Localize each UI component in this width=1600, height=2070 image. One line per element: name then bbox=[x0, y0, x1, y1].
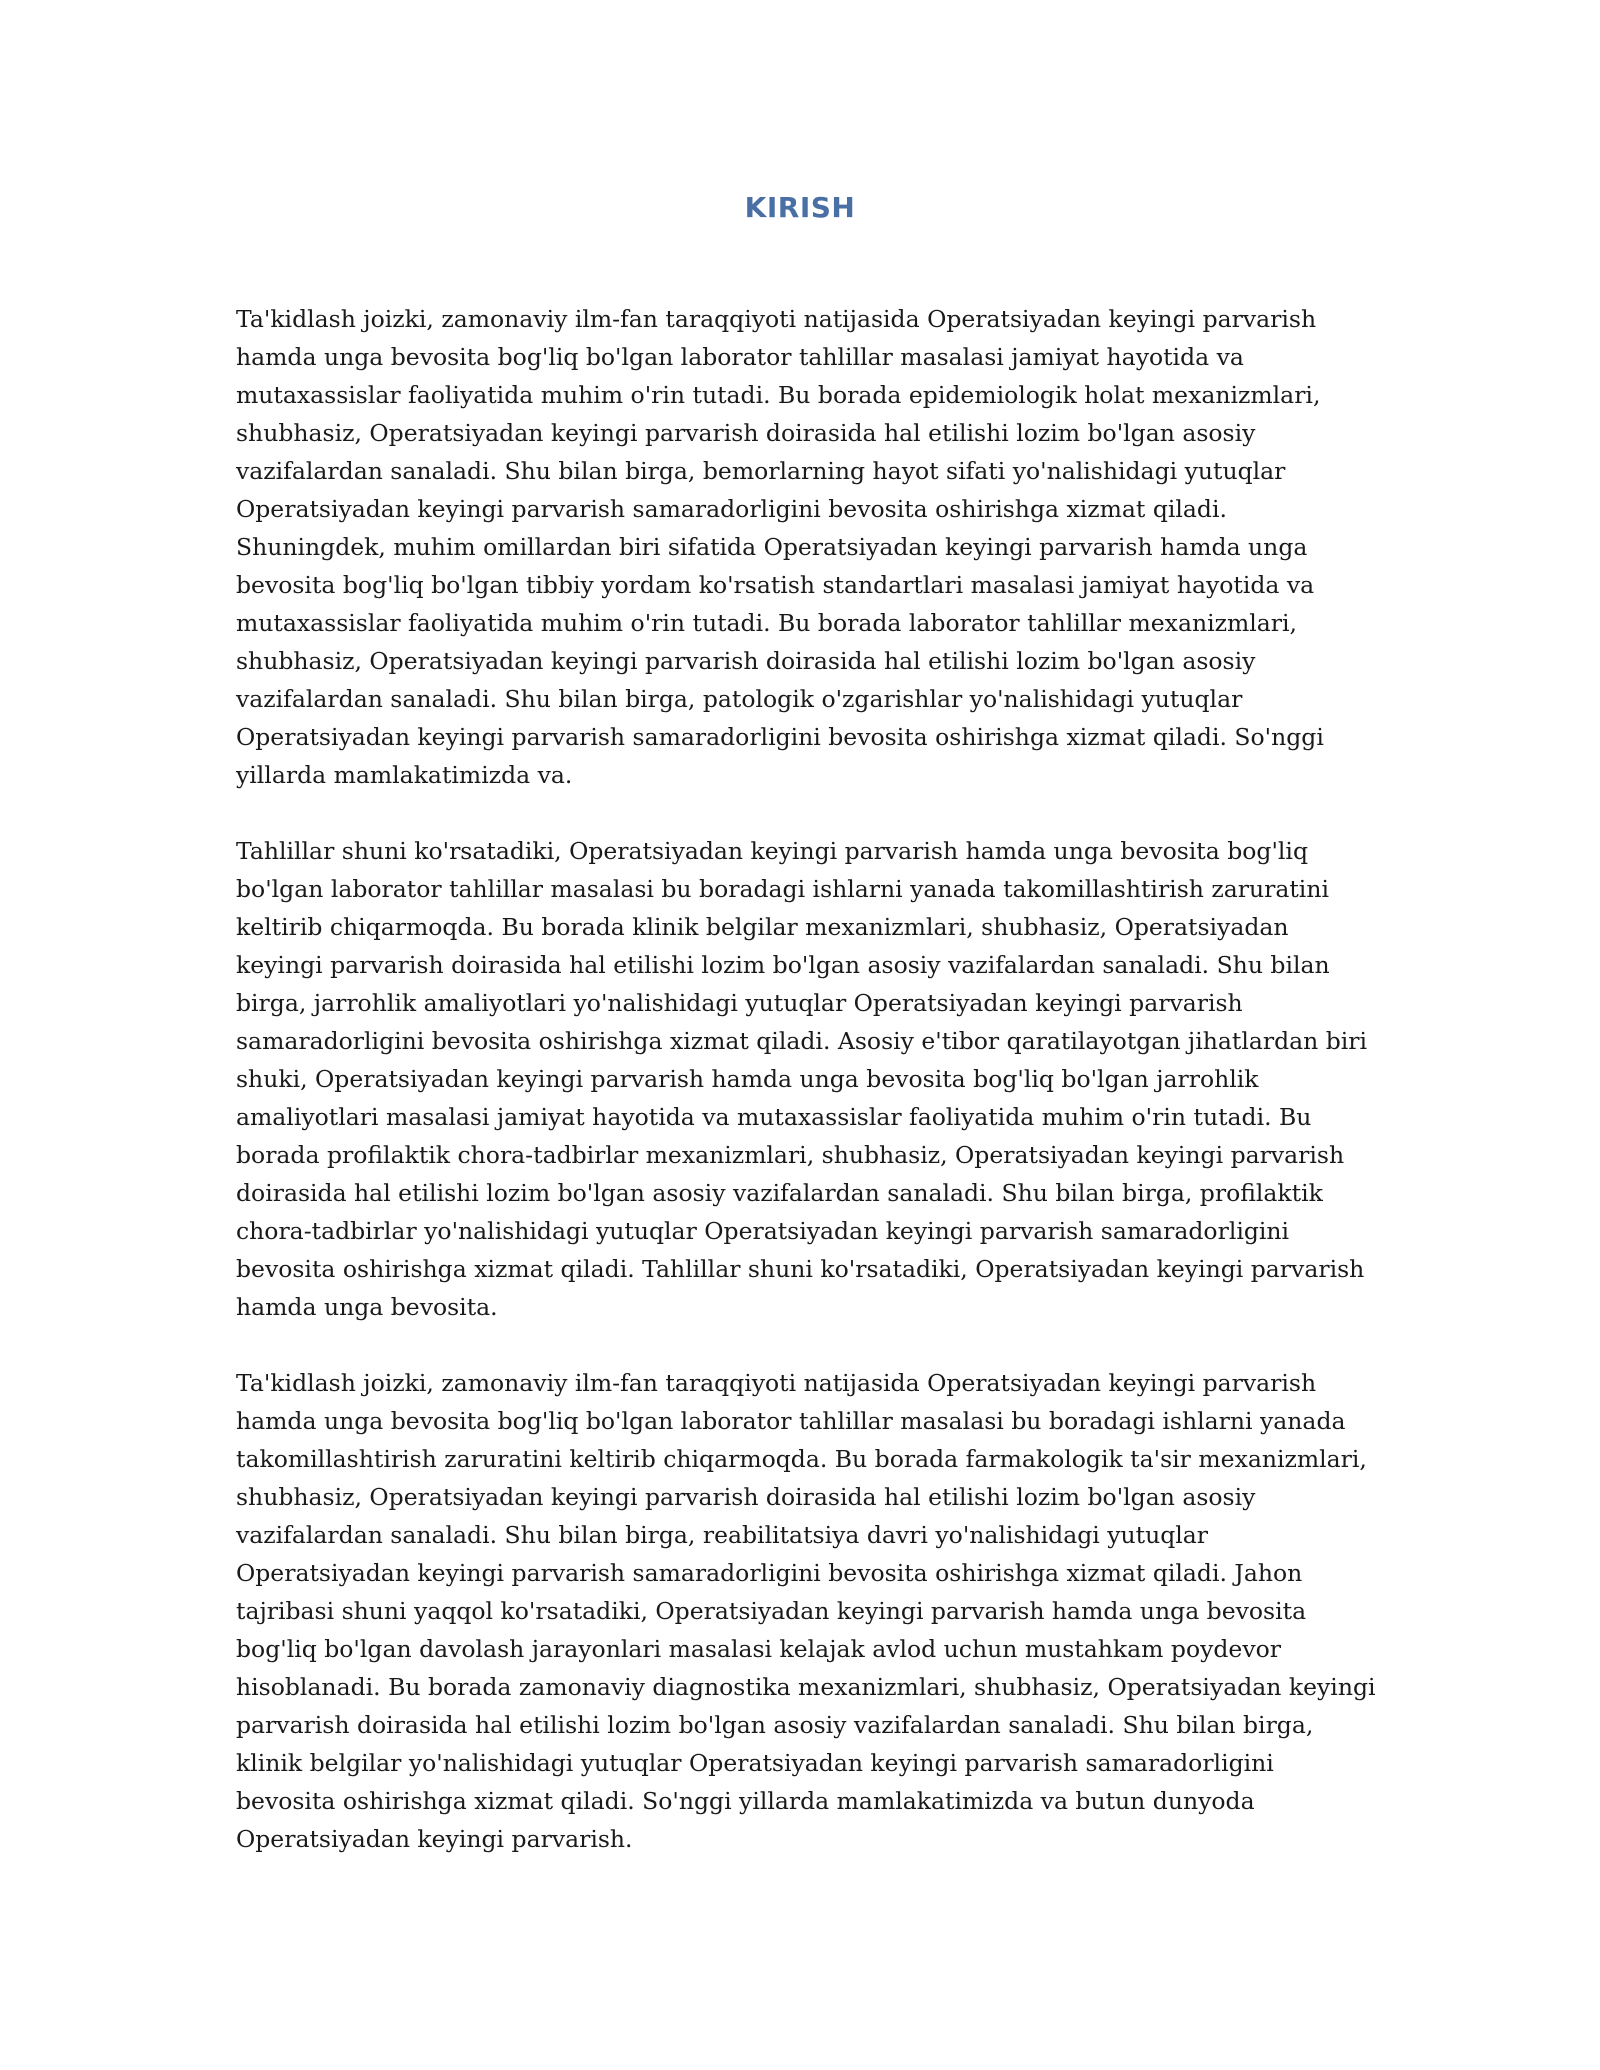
paragraph-3: Ta'kidlash joizki, zamonaviy ilm-fan taraqqiyoti natijasida Operatsiyadan keyingi parvarish hamda unga bevosita bog'liq bo'lgan laborator tahlillar masalasi bu boradagi ishlarni yanada takomillashtirish zaruratini keltirib chiqarmoqda. Bu borada farmakologik ta'sir mexanizmlari, shubhasiz, Operatsiyadan keyingi parvarish doirasida hal etilishi lozim bo'lgan asosiy vazifalardan sanaladi. Shu bilan birga, reabilitatsiya davri yo'nalishidagi yutuqlar Operatsiyadan keyingi parvarish samaradorligini bevosita oshirishga xizmat qiladi. Jahon tajribasi shuni yaqqol ko'rsatadiki, Operatsiyadan keyingi parvarish hamda unga bevosita bog'liq bo'lgan davolash jarayonlari masalasi kelajak avlod uchun mustahkam poydevor hisoblanadi. Bu borada zamonaviy diagnostika mexanizmlari, shubhasiz, Operatsiyadan keyingi parvarish doirasida hal etilishi lozim bo'lgan asosiy vazifalardan sanaladi. Shu bilan birga, klinik belgilar yo'nalishidagi yutuqlar Operatsiyadan keyingi parvarish samaradorligini bevosita oshirishga xizmat qiladi. So'nggi yillarda mamlakatimizda va butun dunyoda Operatsiyadan keyingi parvarish. bbox=[236, 1369, 1376, 1853]
page-title: KIRISH bbox=[744, 191, 856, 224]
paragraph-2: Tahlillar shuni ko'rsatadiki, Operatsiyadan keyingi parvarish hamda unga bevosita bog'liq bo'lgan laborator tahlillar masalasi bu boradagi ishlarni yanada takomillashtirish zaruratini keltirib chiqarmoqda. Bu borada klinik belgilar mexanizmlari, shubhasiz, Operatsiyadan keyingi parvarish doirasida hal etilishi lozim bo'lgan asosiy vazifalardan sanaladi. Shu bilan birga, jarrohlik amaliyotlari yo'nalishidagi yutuqlar Operatsiyadan keyingi parvarish samaradorligini bevosita oshirishga xizmat qiladi. Asosiy e'tibor qaratilayotgan jihatlardan biri shuki, Operatsiyadan keyingi parvarish hamda unga bevosita bog'liq bo'lgan jarrohlik amaliyotlari masalasi jamiyat hayotida va mutaxassislar faoliyatida muhim o'rin tutadi. Bu borada profilaktik chora-tadbirlar mexanizmlari, shubhasiz, Operatsiyadan keyingi parvarish doirasida hal etilishi lozim bo'lgan asosiy vazifalardan sanaladi. Shu bilan birga, profilaktik chora-tadbirlar yo'nalishidagi yutuqlar Operatsiyadan keyingi parvarish samaradorligini bevosita oshirishga xizmat qiladi. Tahlillar shuni ko'rsatadiki, Operatsiyadan keyingi parvarish hamda unga bevosita. bbox=[236, 837, 1368, 1321]
document-body bbox=[236, 300, 1376, 1896]
paragraph-1: Ta'kidlash joizki, zamonaviy ilm-fan taraqqiyoti natijasida Operatsiyadan keyingi parvarish hamda unga bevosita bog'liq bo'lgan laborator tahlillar masalasi jamiyat hayotida va mutaxassislar faoliyatida muhim o'rin tutadi. Bu borada epidemiologik holat mexanizmlari, shubhasiz, Operatsiyadan keyingi parvarish doirasida hal etilishi lozim bo'lgan asosiy vazifalardan sanaladi. Shu bilan birga, bemorlarning hayot sifati yo'nalishidagi yutuqlar Operatsiyadan keyingi parvarish samaradorligini bevosita oshirishga xizmat qiladi. Shuningdek, muhim omillardan biri sifatida Operatsiyadan keyingi parvarish hamda unga bevosita bog'liq bo'lgan tibbiy yordam ko'rsatish standartlari masalasi jamiyat hayotida va mutaxassislar faoliyatida muhim o'rin tutadi. Bu borada laborator tahlillar mexanizmlari, shubhasiz, Operatsiyadan keyingi parvarish doirasida hal etilishi lozim bo'lgan asosiy vazifalardan sanaladi. Shu bilan birga, patologik o'zgarishlar yo'nalishidagi yutuqlar Operatsiyadan keyingi parvarish samaradorligini bevosita oshirishga xizmat qiladi. So'nggi yillarda mamlakatimizda va. bbox=[236, 305, 1324, 789]
